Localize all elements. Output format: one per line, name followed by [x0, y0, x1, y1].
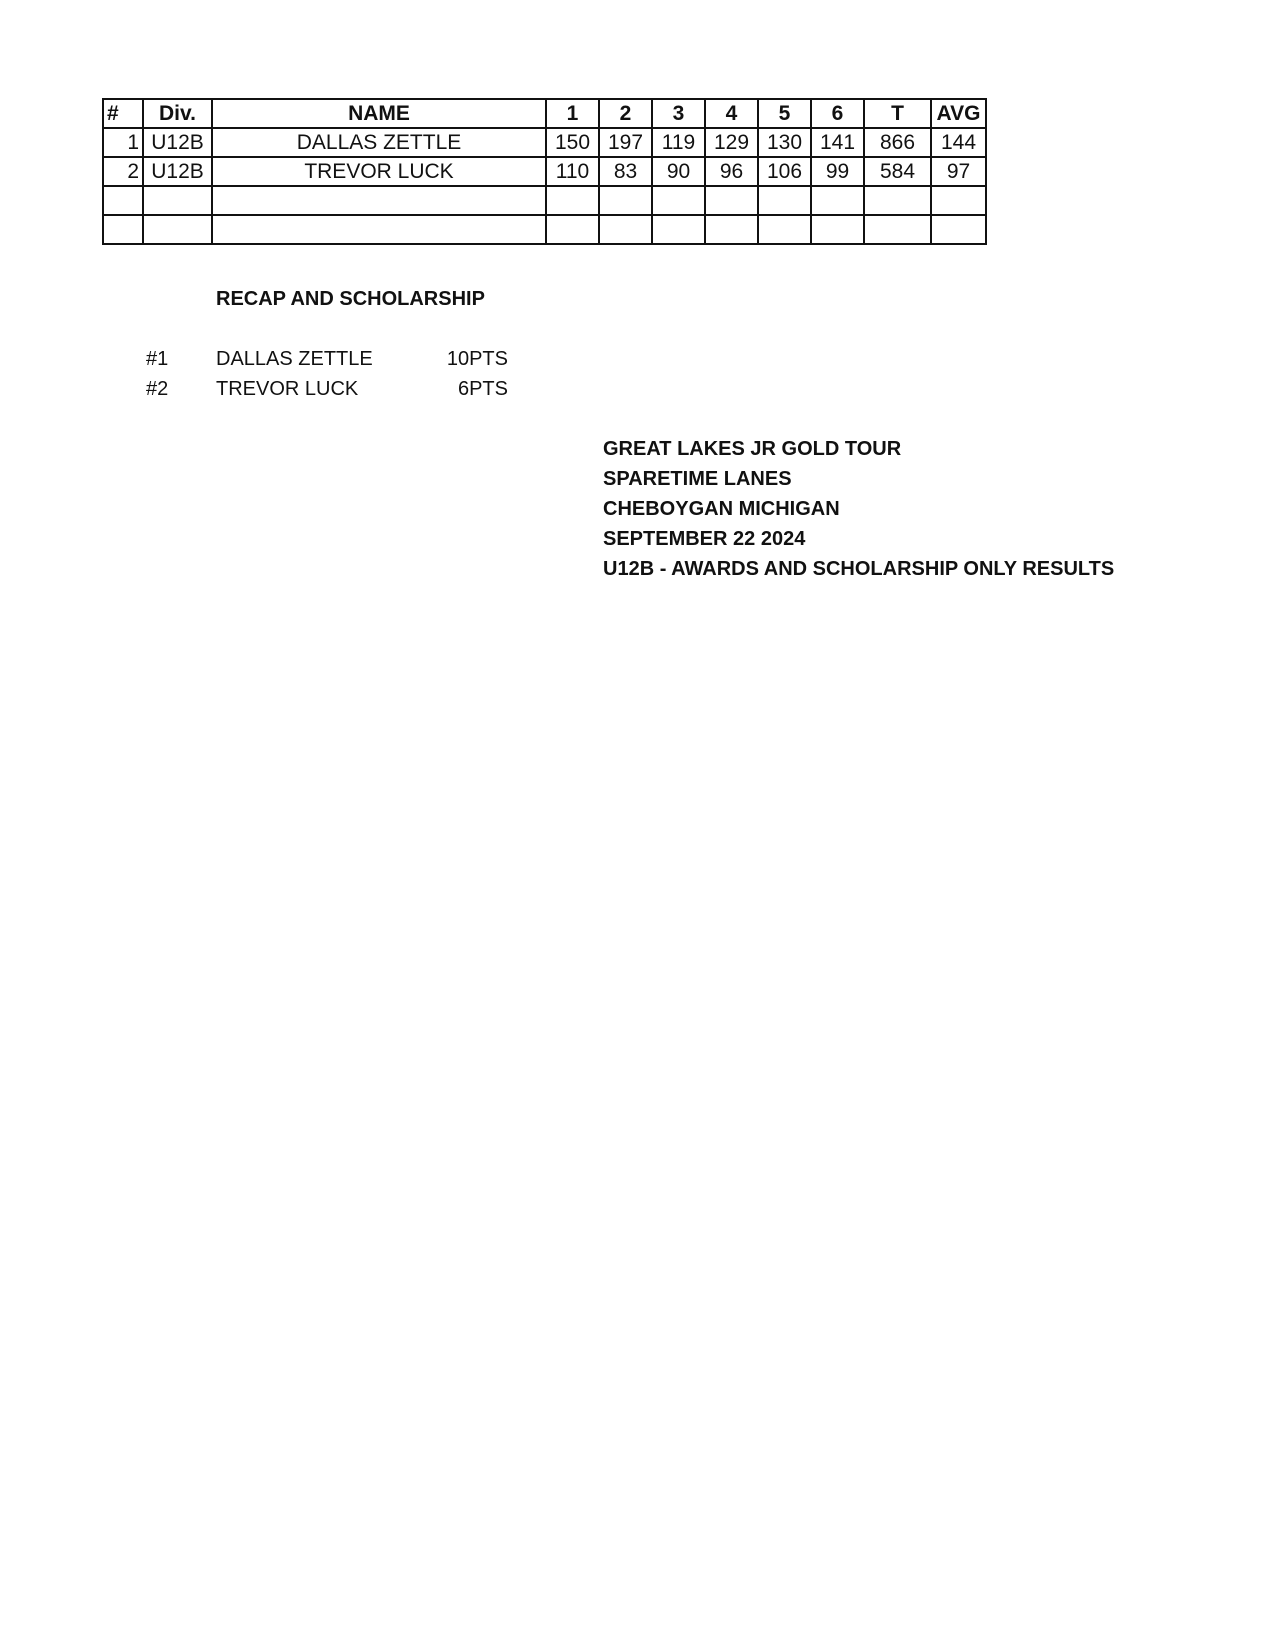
event-date: SEPTEMBER 22 2024: [603, 528, 806, 550]
header-average: AVG: [931, 99, 986, 128]
cell-game-4: 96: [705, 157, 758, 186]
recap-name: DALLAS ZETTLE: [216, 348, 373, 370]
table-header-row: [103, 99, 986, 128]
cell-average: 144: [931, 128, 986, 157]
cell-rank: 2: [103, 157, 143, 186]
cell-rank: 1: [103, 128, 143, 157]
table-row: [103, 128, 986, 157]
cell-game-5: [758, 215, 811, 244]
results-table: [102, 98, 987, 245]
cell-name: TREVOR LUCK: [212, 157, 546, 186]
cell-total: 584: [864, 157, 931, 186]
header-game-1: 1: [546, 99, 599, 128]
cell-game-2: 83: [599, 157, 652, 186]
header-game-6: 6: [811, 99, 864, 128]
event-venue: SPARETIME LANES: [603, 468, 792, 490]
cell-game-1: [546, 215, 599, 244]
recap-points: 6PTS: [457, 378, 508, 400]
cell-division: U12B: [143, 157, 212, 186]
event-description: U12B - AWARDS AND SCHOLARSHIP ONLY RESULTS: [603, 558, 1115, 580]
header-game-5: 5: [758, 99, 811, 128]
table-row: [103, 157, 986, 186]
header-rank: #: [103, 99, 143, 128]
recap-place: #2: [146, 378, 169, 400]
table-row-empty: [103, 215, 986, 244]
cell-game-2: 197: [599, 128, 652, 157]
cell-rank: [103, 215, 143, 244]
cell-game-6: 99: [811, 157, 864, 186]
cell-game-6: [811, 215, 864, 244]
cell-game-3: [652, 215, 705, 244]
event-location: CHEBOYGAN MICHIGAN: [603, 498, 840, 520]
cell-division: U12B: [143, 128, 212, 157]
cell-game-3: [652, 186, 705, 215]
cell-total: [864, 215, 931, 244]
header-name: NAME: [212, 99, 546, 128]
cell-game-3: 90: [652, 157, 705, 186]
cell-average: [931, 215, 986, 244]
cell-game-6: 141: [811, 128, 864, 157]
cell-division: [143, 215, 212, 244]
cell-name: [212, 186, 546, 215]
header-game-2: 2: [599, 99, 652, 128]
cell-game-6: [811, 186, 864, 215]
cell-game-2: [599, 215, 652, 244]
cell-game-1: 150: [546, 128, 599, 157]
header-division: Div.: [143, 99, 212, 128]
cell-game-5: 106: [758, 157, 811, 186]
cell-game-1: 110: [546, 157, 599, 186]
header-game-3: 3: [652, 99, 705, 128]
cell-total: 866: [864, 128, 931, 157]
cell-game-1: [546, 186, 599, 215]
cell-game-2: [599, 186, 652, 215]
cell-rank: [103, 186, 143, 215]
cell-game-3: 119: [652, 128, 705, 157]
event-info: [603, 434, 1114, 584]
cell-average: 97: [931, 157, 986, 186]
cell-name: [212, 215, 546, 244]
cell-game-4: [705, 215, 758, 244]
cell-game-4: 129: [705, 128, 758, 157]
cell-average: [931, 186, 986, 215]
cell-name: DALLAS ZETTLE: [212, 128, 546, 157]
cell-total: [864, 186, 931, 215]
recap-name: TREVOR LUCK: [216, 378, 359, 400]
recap-points: 10PTS: [446, 348, 508, 370]
cell-game-5: [758, 186, 811, 215]
event-tour: GREAT LAKES JR GOLD TOUR: [603, 438, 902, 460]
cell-division: [143, 186, 212, 215]
recap-place: #1: [146, 348, 169, 370]
cell-game-4: [705, 186, 758, 215]
header-total: T: [864, 99, 931, 128]
table-row-empty: [103, 186, 986, 215]
header-game-4: 4: [705, 99, 758, 128]
recap-title: RECAP AND SCHOLARSHIP: [216, 288, 485, 310]
cell-game-5: 130: [758, 128, 811, 157]
